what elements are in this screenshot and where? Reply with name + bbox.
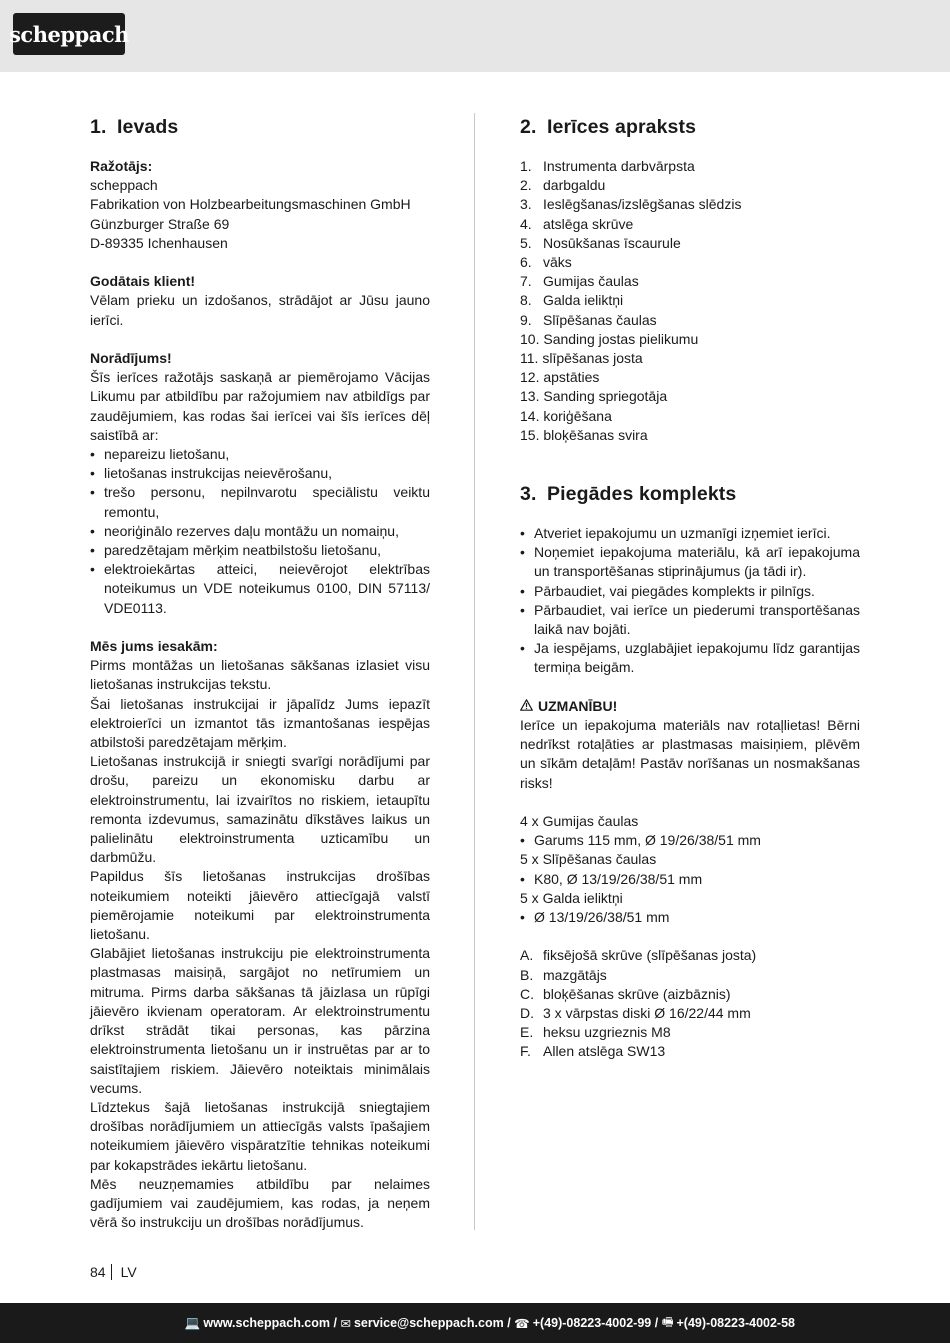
- list-item: 10. Sanding jostas pielikumu: [520, 330, 699, 347]
- list-item: • Pārbaudiet, vai piegādes komplekts ir pilnīgs.: [520, 582, 860, 601]
- section-1-heading: 1. Ievads: [90, 116, 179, 138]
- recommend-label: Mēs jums iesakām:: [90, 638, 218, 655]
- list-item: • Atveriet iepakojumu un uzmanīgi izņemiet ierīci.: [520, 524, 860, 543]
- left-column: [90, 116, 430, 1232]
- footer-bar: 💻 www.scheppach.com / ✉ service@scheppach.com / ☎ +(49)-08223-4002-99 / 🖷 +(49)-08223-4002-58: [0, 1303, 950, 1343]
- notice-text: Šīs ierīces ražotājs saskaņā ar piemērojamo Vācijas Likumu par atbildību par ražojumiem nav atbildīgs par zaudējumiem, kas rodas šai ierīcei vai šīs ierīces dēļ saistībā ar:: [90, 369, 430, 443]
- footer-fax: +(49)-08223-4002-58: [676, 1316, 795, 1330]
- manufacturer-line: Fabrikation von Holzbearbeitungsmaschinen GmbH: [90, 196, 411, 213]
- list-item: 5. Nosūkšanas īscaurule: [520, 234, 681, 251]
- warning-title: UZMANĪBU!: [520, 697, 860, 716]
- manufacturer-line: D-89335 Ichenhausen: [90, 234, 228, 251]
- list-item: • neoriģinālo rezerves daļu montāžu un nomaiņu,: [90, 522, 430, 541]
- fax-icon: 🖷: [661, 1314, 674, 1329]
- recommend-block: [90, 637, 430, 1232]
- parts-list: [520, 157, 860, 445]
- list-item: 8. Galda ieliktņi: [520, 292, 624, 309]
- warning-block: [520, 697, 860, 793]
- list-item: 14. koriģēšana: [520, 407, 612, 424]
- list-item: B. mazgātājs: [520, 966, 607, 983]
- list-item: • Ø 13/19/26/38/51 mm: [520, 908, 860, 927]
- list-item: 12. apstāties: [520, 369, 600, 386]
- list-item: A. fiksējošā skrūve (slīpēšanas josta): [520, 947, 757, 964]
- list-item: 11. slīpēšanas josta: [520, 350, 643, 367]
- computer-icon: 💻: [184, 1315, 201, 1330]
- manufacturer-block: [90, 157, 430, 253]
- recommend-paragraph: Lietošanas instrukcijā ir sniegti svarīgi norādījumi par drošu, pareizu un ekonomisku darbu ar elektroinstrumentu, lai izvairītos no riskiem, ietaupītu remonta izdevumus, samazinātu dīkstāves laikus un palielinātu elektroinstrumenta uzticamību un darbmūžu.: [90, 753, 430, 866]
- accessories-list: [520, 946, 860, 1061]
- manufacturer-line: Günzburger Straße 69: [90, 215, 230, 232]
- list-item: • Garums 115 mm, Ø 19/26/38/51 mm: [520, 831, 860, 850]
- contents-block: [520, 812, 860, 927]
- list-item: 7. Gumijas čaulas: [520, 273, 639, 290]
- warning-text: Ierīce un iepakojuma materiāls nav rotaļlietas! Bērni nedrīkst rotaļāties ar plastmasas maisiņiem, plēvēm un sīkām detaļām! Pastāv norīšanas un nosmakšanas risks!: [520, 717, 860, 791]
- list-item: 1. Instrumenta darbvārpsta: [520, 158, 695, 174]
- section-3-heading: 3. Piegādes komplekts: [520, 483, 737, 506]
- greeting-label: Godātais klient!: [90, 273, 196, 290]
- recommend-paragraph: Glabājiet lietošanas instrukciju pie elektroinstrumenta plastmasas maisiņā, sargājot no netīrumiem un mitruma. Pirms darba sākšanas tā jāizlasa un rūpīgi jāievēro ikvienam operatoram. Ar elektroinstrumentu drīkst strādāt tikai personas, kas pārzina elektroinstrumenta lietošanu un ir instruētas par ar to saistītajiem riskiem. Jāievēro noteiktais minimālais vecums.: [90, 945, 430, 1096]
- list-item: 6. vāks: [520, 254, 572, 271]
- delivery-steps-list: [520, 524, 860, 678]
- list-item: 4. atslēga skrūve: [520, 215, 634, 232]
- language-code: LV: [120, 1264, 137, 1280]
- recommend-paragraph: Pirms montāžas un lietošanas sākšanas izlasiet visu lietošanas instrukcijas tekstu.: [90, 657, 430, 693]
- list-item: 15. bloķēšanas svira: [520, 426, 648, 443]
- section-2-heading: 2. Ierīces apraksts: [520, 116, 697, 138]
- list-item: D. 3 x vārpstas diski Ø 16/22/44 mm: [520, 1005, 751, 1022]
- footer-phone: +(49)-08223-4002-99: [532, 1316, 652, 1330]
- page-number: 84 LV: [90, 1264, 137, 1280]
- list-item: • paredzētajam mērķim neatbilstošu lietošanu,: [90, 541, 430, 560]
- phone-icon: ☎: [514, 1316, 530, 1331]
- warning-triangle-icon: [520, 697, 534, 716]
- list-item: F. Allen atslēga SW13: [520, 1043, 666, 1060]
- right-column: [520, 116, 860, 1062]
- recommend-paragraph: Šai lietošanas instrukcijai ir jāpalīdz Jums iepazīt elektroierīci un izmantot tās izmantošanas iespējas atbilstoši paredzētajam mērķim.: [90, 695, 430, 751]
- contents-line: 4 x Gumijas čaulas: [520, 813, 639, 830]
- notice-list: [90, 445, 430, 618]
- list-item: • Noņemiet iepakojuma materiālu, kā arī iepakojuma un transportēšanas stiprinājumus (ja tādi ir).: [520, 543, 860, 581]
- greeting-block: [90, 272, 430, 330]
- list-item: • elektroiekārtas atteici, neievērojot elektrības noteikumus un VDE noteikumus 0100, DIN 57113/ VDE0113.: [90, 560, 430, 618]
- recommend-paragraph: Mēs neuzņemamies atbildību par nelaimes gadījumiem vai zaudējumiem, kas rodas, ja neņem vērā šo instrukciju un drošības norādījumus.: [90, 1175, 430, 1231]
- list-item: • Ja iespējams, uzglabājiet iepakojumu līdz garantijas termiņa beigām.: [520, 639, 860, 677]
- notice-label: Norādījums!: [90, 350, 172, 366]
- list-item: 2. darbgaldu: [520, 177, 606, 194]
- list-item: C. bloķēšanas skrūve (aizbāznis): [520, 985, 731, 1002]
- footer-web-link[interactable]: www.scheppach.com: [203, 1316, 330, 1330]
- list-item: • K80, Ø 13/19/26/38/51 mm: [520, 870, 860, 889]
- footer-email-link[interactable]: service@scheppach.com: [353, 1316, 504, 1330]
- contents-line: 5 x Slīpēšanas čaulas: [520, 851, 657, 868]
- notice-block: [90, 349, 430, 618]
- list-item: 9. Slīpēšanas čaulas: [520, 311, 657, 328]
- list-item: E. heksu uzgrieznis M8: [520, 1024, 671, 1041]
- recommend-paragraph: Līdztekus šajā lietošanas instrukcijā sniegtajiem drošības norādījumiem un attiecīgās valsts īpašajiem noteikumiem jāievēro vispāratzītie tehnikas noteikumi par kokapstrādes iekārtu lietošanu.: [90, 1098, 430, 1173]
- list-item: • trešo personu, nepilnvarotu speciālistu veiktu remontu,: [90, 483, 430, 521]
- list-item: • Pārbaudiet, vai ierīce un piederumi transportēšanas laikā nav bojāti.: [520, 601, 860, 639]
- page-number-separator: [111, 1264, 112, 1280]
- list-item: 3. Ieslēgšanas/izslēgšanas slēdzis: [520, 196, 742, 213]
- header-band: [0, 0, 950, 72]
- manufacturer-line: scheppach: [90, 177, 158, 194]
- list-item: • nepareizu lietošanu,: [90, 445, 430, 464]
- contents-line: 5 x Galda ieliktņi: [520, 889, 623, 906]
- list-item: 13. Sanding spriegotāja: [520, 388, 668, 405]
- scheppach-logo: scheppach: [13, 13, 125, 55]
- list-item: • lietošanas instrukcijas neievērošanu,: [90, 464, 430, 483]
- recommend-paragraph: Papildus šīs lietošanas instrukcijas drošības noteikumiem noteikti jāievēro attiecīgajā valstī piemērojamie noteikumi par elektroinstrumenta lietošanu.: [90, 868, 430, 943]
- envelope-icon: ✉: [340, 1316, 351, 1331]
- column-divider: [474, 113, 475, 1230]
- manufacturer-label: Ražotājs:: [90, 158, 153, 174]
- greeting-text: Vēlam prieku un izdošanos, strādājot ar Jūsu jauno ierīci.: [90, 292, 430, 328]
